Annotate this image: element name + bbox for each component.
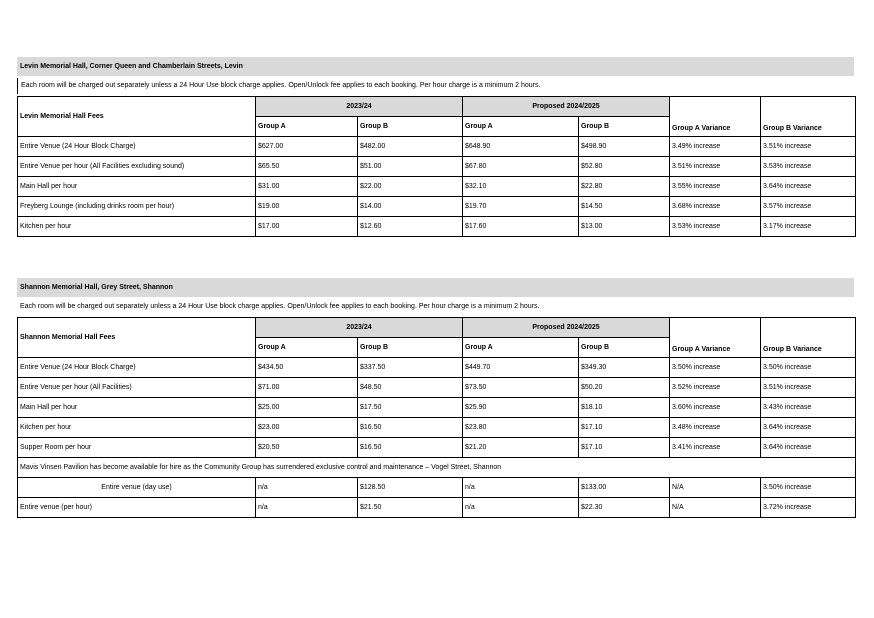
group-a-current-fee: $17.00 xyxy=(256,217,358,237)
pavilion-note-row xyxy=(18,458,856,478)
group-b-proposed-fee: $17.10 xyxy=(579,418,670,438)
group-b-variance: 3.57% increase xyxy=(761,197,856,217)
group-b-current-fee: $48.50 xyxy=(358,378,463,398)
group-b-variance: 3.53% increase xyxy=(761,157,856,177)
row-name: Main Hall per hour xyxy=(18,398,256,418)
group-a-proposed-fee: $17.60 xyxy=(463,217,579,237)
group-a-current-fee: $434.50 xyxy=(256,358,358,378)
group-b-variance: 3.50% increase xyxy=(761,358,856,378)
levin-section-header: Levin Memorial Hall, Corner Queen and Chamberlain Streets, Levin xyxy=(17,57,854,76)
levin-year-current: 2023/24 xyxy=(256,97,463,117)
group-a-variance: 3.41% increase xyxy=(670,438,761,458)
levin-year-proposed: Proposed 2024/2025 xyxy=(463,97,670,117)
group-b-proposed-fee: $50.20 xyxy=(579,378,670,398)
row-name: Kitchen per hour xyxy=(18,418,256,438)
row-name: Main Hall per hour xyxy=(18,177,256,197)
group-b-proposed-fee: $52.80 xyxy=(579,157,670,177)
group-b-proposed-fee: $18.10 xyxy=(579,398,670,418)
table-row xyxy=(18,418,856,438)
group-b-current-fee: $482.00 xyxy=(358,137,463,157)
levin-table-title: Levin Memorial Hall Fees xyxy=(18,97,256,137)
group-a-variance: 3.68% increase xyxy=(670,197,761,217)
group-a-variance: N/A xyxy=(670,478,761,498)
table-row xyxy=(18,498,856,518)
group-b-current-fee: $21.50 xyxy=(358,498,463,518)
row-name: Entire venue (per hour) xyxy=(18,498,256,518)
row-name: Entire Venue (24 Hour Block Charge) xyxy=(18,137,256,157)
group-a-variance: 3.53% increase xyxy=(670,217,761,237)
group-b-current-fee: $128.50 xyxy=(358,478,463,498)
table-row xyxy=(18,137,856,157)
shannon-group-a-current: Group A xyxy=(256,338,358,358)
group-a-proposed-fee: $21.20 xyxy=(463,438,579,458)
group-a-proposed-fee: $648.90 xyxy=(463,137,579,157)
shannon-var-b-header: Group B Variance xyxy=(761,318,856,358)
group-b-proposed-fee: $133.00 xyxy=(579,478,670,498)
row-name: Entire venue (day use) xyxy=(18,478,256,498)
group-a-proposed-fee: $25.90 xyxy=(463,398,579,418)
group-b-variance: 3.64% increase xyxy=(761,177,856,197)
group-b-variance: 3.72% increase xyxy=(761,498,856,518)
group-b-variance: 3.51% increase xyxy=(761,137,856,157)
row-name: Kitchen per hour xyxy=(18,217,256,237)
group-b-proposed-fee: $14.50 xyxy=(579,197,670,217)
levin-group-b-proposed: Group B xyxy=(579,117,670,137)
row-name: Entire Venue per hour (All Facilities excluding sound) xyxy=(18,157,256,177)
group-a-variance: N/A xyxy=(670,498,761,518)
group-b-variance: 3.51% increase xyxy=(761,378,856,398)
group-a-variance: 3.55% increase xyxy=(670,177,761,197)
table-row xyxy=(18,217,856,237)
table-row xyxy=(18,197,856,217)
group-b-variance: 3.64% increase xyxy=(761,438,856,458)
row-name: Entire Venue (24 Hour Block Charge) xyxy=(18,358,256,378)
levin-group-b-current: Group B xyxy=(358,117,463,137)
group-b-current-fee: $17.50 xyxy=(358,398,463,418)
levin-group-a-proposed: Group A xyxy=(463,117,579,137)
group-a-proposed-fee: $19.70 xyxy=(463,197,579,217)
group-a-current-fee: $23.00 xyxy=(256,418,358,438)
group-b-current-fee: $16.50 xyxy=(358,438,463,458)
group-b-variance: 3.64% increase xyxy=(761,418,856,438)
levin-fees-table xyxy=(17,96,856,237)
group-a-current-fee: $71.00 xyxy=(256,378,358,398)
group-b-variance: 3.50% increase xyxy=(761,478,856,498)
group-b-current-fee: $14.00 xyxy=(358,197,463,217)
group-a-variance: 3.60% increase xyxy=(670,398,761,418)
group-b-variance: 3.17% increase xyxy=(761,217,856,237)
group-a-current-fee: $31.00 xyxy=(256,177,358,197)
group-b-proposed-fee: $22.30 xyxy=(579,498,670,518)
group-b-proposed-fee: $22.80 xyxy=(579,177,670,197)
group-b-proposed-fee: $498.90 xyxy=(579,137,670,157)
shannon-note: Each room will be charged out separately unless a 24 Hour Use block charge applies. Open/Unlock fee applies to each booking. Per hour charge is a minimum 2 hours. xyxy=(20,303,540,310)
group-a-variance: 3.51% increase xyxy=(670,157,761,177)
group-a-current-fee: $627.00 xyxy=(256,137,358,157)
levin-note: Each room will be charged out separately unless a 24 Hour Use block charge applies. Open/Unlock fee applies to each booking. Per hour charge is a minimum 2 hours. xyxy=(17,78,854,94)
group-b-current-fee: $12.60 xyxy=(358,217,463,237)
table-row xyxy=(18,438,856,458)
group-a-variance: 3.50% increase xyxy=(670,358,761,378)
group-a-proposed-fee: n/a xyxy=(463,498,579,518)
levin-var-b-header: Group B Variance xyxy=(761,97,856,137)
shannon-group-b-proposed: Group B xyxy=(579,338,670,358)
group-a-proposed-fee: $67.80 xyxy=(463,157,579,177)
group-b-proposed-fee: $349.30 xyxy=(579,358,670,378)
levin-group-a-current: Group A xyxy=(256,117,358,137)
row-name: Supper Room per hour xyxy=(18,438,256,458)
group-a-proposed-fee: n/a xyxy=(463,478,579,498)
group-a-proposed-fee: $32.10 xyxy=(463,177,579,197)
table-row xyxy=(18,478,856,498)
shannon-fees-table xyxy=(17,317,856,518)
group-b-variance: 3.43% increase xyxy=(761,398,856,418)
group-b-proposed-fee: $17.10 xyxy=(579,438,670,458)
table-row xyxy=(18,177,856,197)
shannon-group-b-current: Group B xyxy=(358,338,463,358)
group-a-variance: 3.52% increase xyxy=(670,378,761,398)
group-a-variance: 3.48% increase xyxy=(670,418,761,438)
group-b-current-fee: $22.00 xyxy=(358,177,463,197)
shannon-section-header: Shannon Memorial Hall, Grey Street, Shannon xyxy=(17,278,854,297)
group-a-proposed-fee: $73.50 xyxy=(463,378,579,398)
group-a-current-fee: n/a xyxy=(256,498,358,518)
group-b-proposed-fee: $13.00 xyxy=(579,217,670,237)
row-name: Entire Venue per hour (All Facilities) xyxy=(18,378,256,398)
group-a-proposed-fee: $23.80 xyxy=(463,418,579,438)
group-b-current-fee: $51.00 xyxy=(358,157,463,177)
group-a-current-fee: $19.00 xyxy=(256,197,358,217)
group-b-current-fee: $16.50 xyxy=(358,418,463,438)
shannon-year-proposed: Proposed 2024/2025 xyxy=(463,318,670,338)
table-row xyxy=(18,398,856,418)
group-a-current-fee: $65.50 xyxy=(256,157,358,177)
pavilion-note: Mavis Vinsen Pavilion has become available for hire as the Community Group has surrendered exclusive control and maintenance – Vogel Street, Shannon xyxy=(18,458,856,478)
shannon-year-current: 2023/24 xyxy=(256,318,463,338)
group-a-proposed-fee: $449.70 xyxy=(463,358,579,378)
table-row xyxy=(18,358,856,378)
group-a-variance: 3.49% increase xyxy=(670,137,761,157)
levin-var-a-header: Group A Variance xyxy=(670,97,761,137)
group-a-current-fee: $20.50 xyxy=(256,438,358,458)
group-a-current-fee: n/a xyxy=(256,478,358,498)
group-a-current-fee: $25.00 xyxy=(256,398,358,418)
shannon-group-a-proposed: Group A xyxy=(463,338,579,358)
shannon-table-title: Shannon Memorial Hall Fees xyxy=(18,318,256,358)
table-row xyxy=(18,157,856,177)
row-name: Freyberg Lounge (including drinks room per hour) xyxy=(18,197,256,217)
shannon-var-a-header: Group A Variance xyxy=(670,318,761,358)
group-b-current-fee: $337.50 xyxy=(358,358,463,378)
table-row xyxy=(18,378,856,398)
